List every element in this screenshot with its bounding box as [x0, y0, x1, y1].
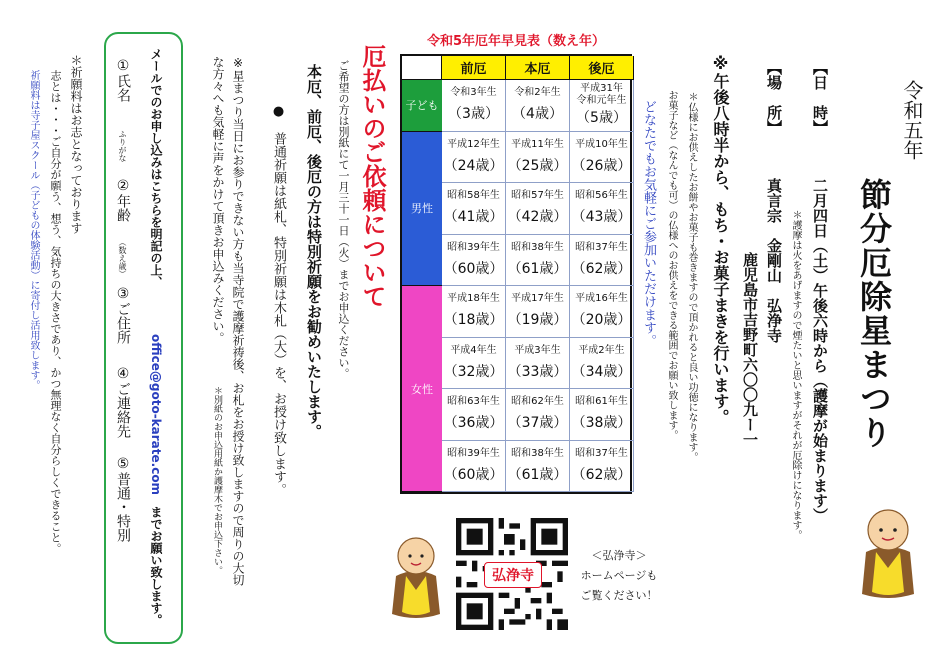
table-cell	[442, 235, 506, 287]
table-cell	[506, 389, 570, 441]
birth-year: 令和2年生	[514, 87, 561, 99]
age-value: （20歳）	[571, 312, 632, 329]
birth-year: 令和3年生	[450, 87, 497, 99]
column-header: 本厄	[506, 56, 570, 80]
table-cell	[506, 183, 570, 235]
mail-item-age: ②年齢	[115, 178, 131, 222]
request-deadline: ご希望の方は別紙にて一月三十一日（火）までお申込ください。	[337, 60, 350, 379]
birth-year: 昭和61年生	[575, 396, 628, 408]
age-value: （42歳）	[507, 209, 568, 226]
birth-year: 昭和57年生	[511, 190, 564, 202]
table-cell	[570, 235, 634, 287]
mochi-note-2: お菓子など（なんでも可）の仏様へのお供えをできる範囲でお願い致します。	[666, 90, 677, 440]
table-cell	[442, 183, 506, 235]
qr-caption-1: ＜弘浄寺＞	[591, 549, 647, 562]
absent-note-2: な方々へも気軽に声をかけて頂きお申込みください。	[211, 56, 225, 344]
place-label: 【場 所】	[765, 60, 783, 135]
group-label: 男性	[402, 132, 442, 287]
group-label: 女性	[402, 286, 442, 492]
absent-note-1: ※星まつり当日にお参りできない方も当寺院で護摩祈祷後、お札をお授け致しますので周りの大切	[231, 56, 245, 586]
birth-year: 平成16年生	[575, 293, 628, 305]
age-value: （61歳）	[507, 260, 568, 277]
mail-email-link[interactable]: office@goto-karate.com	[149, 334, 163, 496]
table-cell	[506, 441, 570, 493]
page-title: 節分厄除星まつり	[855, 178, 893, 450]
birth-year: 昭和58年生	[447, 190, 500, 202]
place-value: 真言宗 金剛山 弘浄寺	[765, 178, 783, 343]
age-value: （62歳）	[571, 260, 632, 277]
era-label: 令和五年	[900, 80, 924, 160]
date-label: 【日 時】	[811, 60, 829, 135]
age-value: （19歳）	[507, 312, 568, 329]
mail-item-name: ①氏名	[115, 58, 131, 102]
age-value: （60歳）	[443, 466, 504, 483]
age-value: （43歳）	[571, 209, 632, 226]
table-cell	[570, 132, 634, 184]
age-value: （3歳）	[448, 106, 499, 123]
mail-item-age-note: （数え歳）	[118, 238, 127, 278]
birth-year: 平成17年生	[511, 293, 564, 305]
request-bullet: ● 普通祈願は紙札、特別祈願は木札（大）を、お授け致します。	[271, 104, 286, 496]
group-label: 子ども	[402, 80, 442, 132]
age-value: （61歳）	[507, 466, 568, 483]
age-value: （33歳）	[507, 363, 568, 380]
table-cell	[570, 183, 634, 235]
age-value: （4歳）	[512, 106, 563, 123]
goma-note: ＊護摩は火をあげますので煙たいと思いますがそれが厄除けになります。	[790, 210, 801, 540]
yaku-table	[400, 54, 632, 494]
monk-illustration-right-icon	[852, 500, 924, 600]
age-value: （37歳）	[507, 415, 568, 432]
mail-item-contact: ④ご連絡先	[115, 366, 131, 438]
age-value: （24歳）	[443, 157, 504, 174]
monk-illustration-left-icon	[384, 530, 448, 620]
mochi-note-1: ＊仏様にお供えしたお餅やお菓子も巻きますので頂かれると良い功徳になります。	[686, 92, 697, 462]
table-corner	[402, 56, 442, 80]
birth-year: 昭和39年生	[447, 241, 500, 253]
birth-year: 平成11年生	[511, 138, 564, 150]
birth-year: 昭和56年生	[575, 190, 628, 202]
table-cell	[442, 389, 506, 441]
age-value: （32歳）	[443, 363, 504, 380]
age-value: （38歳）	[571, 415, 632, 432]
table-cell	[506, 338, 570, 390]
table-cell	[442, 286, 506, 338]
donation-note-1: ＊祈願料はお志となっております	[69, 54, 83, 234]
birth-year: 昭和39年生	[447, 447, 500, 459]
age-value: （18歳）	[443, 312, 504, 329]
age-value: （34歳）	[571, 363, 632, 380]
qr-caption	[574, 546, 664, 606]
birth-year: 昭和37年生	[575, 241, 628, 253]
address: 鹿児島市吉野町六〇〇九ー一	[741, 252, 759, 447]
table-cell	[506, 80, 570, 132]
birth-year: 昭和38年生	[511, 241, 564, 253]
birth-year: 平成2年生	[578, 344, 625, 356]
request-recommend: 本厄、前厄、後厄の方は特別祈願をお勧めいたします。	[305, 64, 323, 439]
mail-intro: メールでのお申し込みはこちらを明記の上、	[149, 48, 163, 288]
request-form-note: ＊別紙のお申込用紙か護摩木でお申込下さい。	[212, 386, 222, 575]
table-cell	[570, 286, 634, 338]
birth-year: 平成10年生	[575, 138, 628, 150]
table-cell	[506, 286, 570, 338]
table-cell	[506, 235, 570, 287]
qr-badge: 弘浄寺	[484, 562, 542, 588]
yaku-table-title: 令和5年厄年早見表（数え年）	[426, 34, 606, 49]
qr-code[interactable]	[456, 518, 568, 630]
birth-year: 平成18年生	[447, 293, 500, 305]
table-cell	[442, 80, 506, 132]
mochi-headline: ※午後八時半から、もち・お菓子まきを行います。	[711, 54, 730, 425]
column-header: 前厄	[442, 56, 506, 80]
table-cell	[442, 132, 506, 184]
donation-note-2: 志とは・・・ご自分が願う、想う、気持ちの大きさであり、かつ無理なく自分らしくできること。	[49, 70, 62, 554]
birth-year: 昭和63年生	[447, 396, 500, 408]
mail-item-name-ruby: ふりがな	[118, 130, 127, 162]
qr-caption-2: ホームページも	[580, 569, 658, 582]
column-header: 後厄	[570, 56, 634, 80]
birth-year: 平成31年 令和元年生	[576, 83, 627, 107]
age-value: （25歳）	[507, 157, 568, 174]
mail-item-type: ⑤普通・特別	[115, 456, 131, 542]
age-value: （41歳）	[443, 209, 504, 226]
age-value: （60歳）	[443, 260, 504, 277]
age-value: （5歳）	[576, 110, 627, 127]
table-cell	[442, 441, 506, 493]
donation-note-3: 祈願料は寺子屋スクール（子どもの体験活動）に寄付し活用致します。	[28, 70, 39, 390]
birth-year: 昭和38年生	[511, 447, 564, 459]
age-value: （26歳）	[571, 157, 632, 174]
birth-year: 平成12年生	[447, 138, 500, 150]
table-cell	[506, 132, 570, 184]
table-cell	[570, 389, 634, 441]
mochi-note-3: どなたでもお気軽にご参加いただけます。	[641, 100, 656, 347]
mail-suffix: までお願い致します。	[149, 506, 163, 626]
table-cell	[570, 338, 634, 390]
request-heading: 厄払いのご依頼について	[358, 44, 386, 308]
birth-year: 平成4年生	[450, 344, 497, 356]
age-value: （36歳）	[443, 415, 504, 432]
table-cell	[570, 441, 634, 493]
table-cell	[442, 338, 506, 390]
birth-year: 昭和62年生	[511, 396, 564, 408]
birth-year: 昭和37年生	[575, 447, 628, 459]
mail-item-address: ③ご住所	[115, 286, 131, 344]
birth-year: 平成3年生	[514, 344, 561, 356]
age-value: （62歳）	[571, 466, 632, 483]
qr-caption-3: ご覧ください！	[580, 589, 658, 602]
date-value: 二月四日（土）午後六時から（護摩が始まります）	[811, 178, 829, 523]
table-cell	[570, 80, 634, 132]
